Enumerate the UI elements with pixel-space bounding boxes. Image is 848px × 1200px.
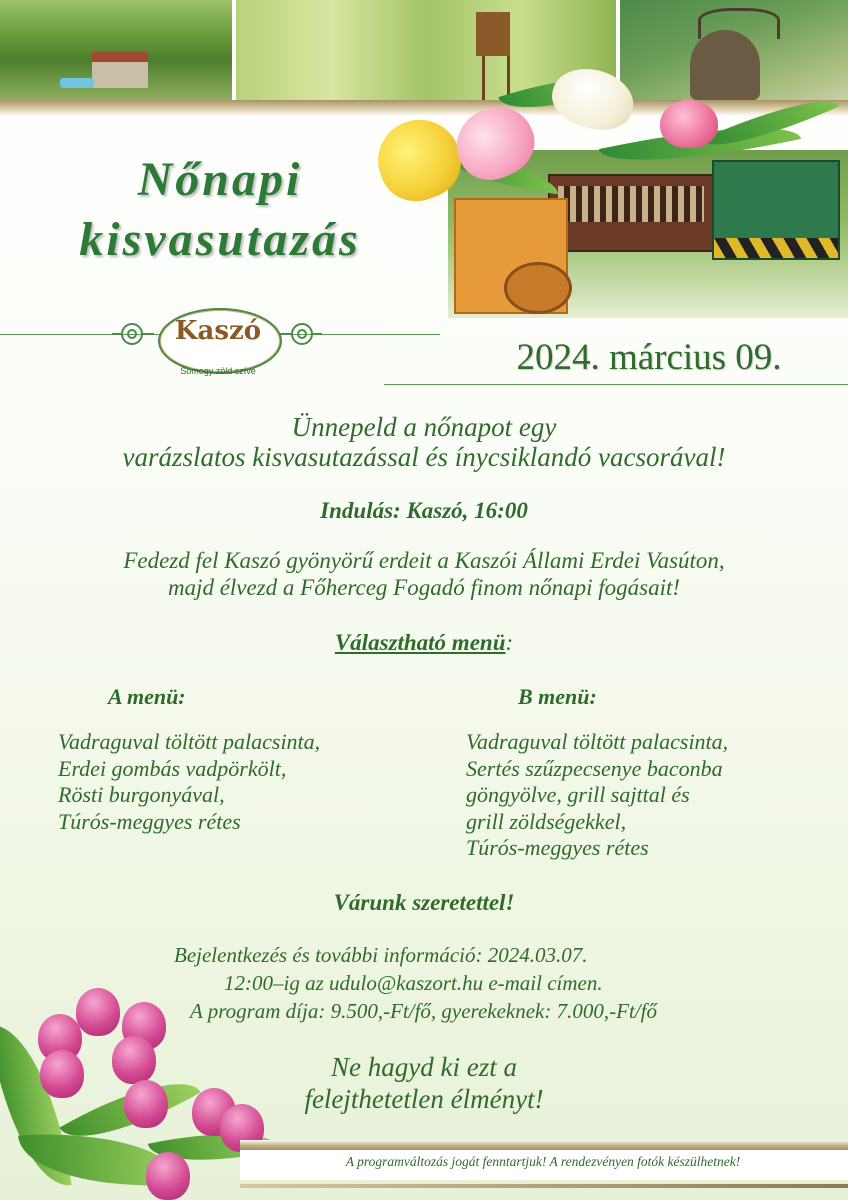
menu-b-item: Vadraguval töltött palacsinta, — [466, 729, 729, 754]
pool-shape — [60, 78, 94, 88]
menu-b-list — [466, 729, 728, 862]
page-title-line-1: Nőnapi — [137, 153, 303, 206]
intro-text — [0, 412, 848, 472]
divider-right — [384, 384, 848, 385]
registration-info-line-2: 12:00–ig az udulo@kaszort.hu e-mail címen. — [224, 971, 603, 995]
price-info: A program díja: 9.500,-Ft/fő, gyerekeknek: 7.000,-Ft/fő — [190, 999, 657, 1023]
closing-line-1: Ne hagyd ki ezt a — [331, 1052, 517, 1082]
header-gold-band — [0, 100, 848, 116]
pink-tulip-icon — [124, 1080, 168, 1128]
menu-b-item: grill zöldségekkel, — [466, 808, 627, 834]
menu-heading-colon: : — [505, 630, 514, 655]
logo-tagline: Somogy zöld szíve — [180, 366, 256, 376]
menu-a-item: Túrós-meggyes rétes — [58, 808, 241, 834]
pink-tulip-icon — [146, 1152, 190, 1200]
red-deer-photo — [620, 0, 848, 100]
footer-disclaimer: A programváltozás jogát fenntartjuk! A rendezvényen fotók készülhetnek! — [345, 1154, 741, 1169]
description-line-1: Fedezd fel Kaszó gyönyörű erdeit a Kaszói Állami Erdei Vasúton, — [123, 548, 725, 573]
lookout-tower-shape — [476, 12, 510, 56]
page-title-line-2: kisvasutazás — [79, 213, 361, 266]
logo-wordmark: Kaszó — [174, 316, 262, 346]
deer-shape — [690, 30, 760, 100]
intro-line-1: Ünnepeld a nőnapot egy — [291, 412, 557, 442]
wagon-barrel-shape — [504, 262, 572, 314]
pink-tulip-icon — [40, 1050, 84, 1098]
description-text — [0, 547, 848, 601]
menu-a-item: Vadraguval töltött palacsinta, — [58, 729, 321, 754]
closing-line-2: felejthetetlen élményt! — [304, 1084, 544, 1114]
menu-heading-label: Választható menü — [334, 630, 506, 655]
departure-info: Indulás: Kaszó, 16:00 — [320, 498, 528, 523]
kaszo-logo — [108, 306, 326, 382]
menu-a-item: Erdei gombás vadpörkölt, — [58, 755, 287, 781]
train-carriage-shape — [548, 174, 714, 252]
resort-aerial-photo — [0, 0, 232, 100]
menu-a-item: Rösti burgonyával, — [58, 782, 225, 807]
ornament-right-icon — [280, 316, 324, 352]
pink-tulip-icon — [112, 1036, 156, 1084]
intro-line-2: varázslatos kisvasutazással és ínycsiklandó vacsorával! — [122, 442, 726, 472]
antler-shape — [698, 8, 780, 39]
ornament-left-icon — [110, 316, 154, 352]
footer-gold-band — [240, 1140, 848, 1150]
locomotive-shape — [712, 160, 840, 260]
hotel-building-shape — [92, 52, 148, 88]
menu-a-list — [58, 729, 320, 835]
menu-b-title: B menü: — [518, 684, 597, 709]
pink-tulip-icon — [660, 100, 718, 148]
menu-heading — [0, 630, 848, 656]
menu-b-item: göngyölve, grill sajttal és — [466, 782, 690, 807]
pink-tulip-icon — [76, 988, 120, 1036]
footer-rule — [240, 1184, 848, 1188]
description-line-2: majd élvezd a Főherceg Fogadó finom nőnapi fogásait! — [167, 575, 681, 600]
menu-a-title: A menü: — [108, 684, 186, 709]
welcome-text: Várunk szeretettel! — [333, 890, 515, 915]
lookout-tower-legs-shape — [482, 56, 510, 100]
event-date: 2024. március 09. — [516, 337, 782, 378]
menu-b-item: Sertés szűzpecsenye baconba — [466, 755, 723, 781]
registration-info-line-1: Bejelentkezés és további információ: 2024.03.07. — [174, 943, 588, 967]
menu-b-item: Túrós-meggyes rétes — [466, 835, 649, 860]
